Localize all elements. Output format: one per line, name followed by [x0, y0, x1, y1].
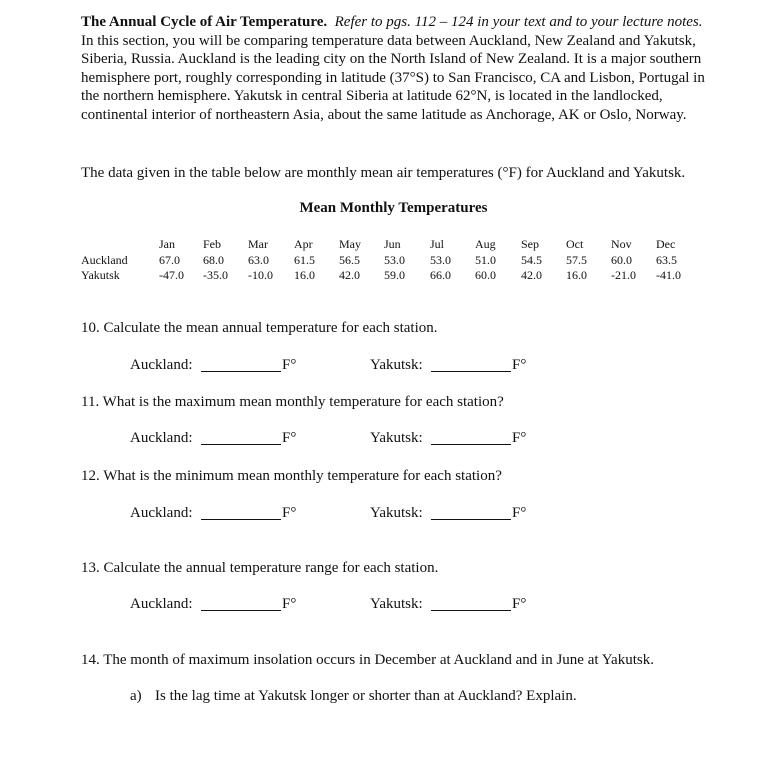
temperature-cell: -35.0: [203, 268, 228, 282]
auckland-label: Auckland:: [130, 505, 193, 521]
yakutsk-label: Yakutsk:: [370, 357, 423, 373]
yakutsk-answer-blank[interactable]: [431, 596, 511, 611]
unit-label: F°: [282, 596, 297, 612]
temperature-cell: 63.0: [248, 253, 269, 267]
month-header: Mar: [248, 237, 268, 251]
station-label: Auckland: [81, 253, 128, 267]
question-13: 13. Calculate the annual temperature range for each station.: [81, 560, 439, 576]
month-header: Feb: [203, 237, 221, 251]
month-header: Jul: [430, 237, 445, 251]
answer-row-12: [0, 505, 765, 525]
temperature-cell: 59.0: [384, 268, 405, 282]
question-11: 11. What is the maximum mean monthly temperature for each station?: [81, 394, 504, 410]
yakutsk-answer-blank[interactable]: [431, 505, 511, 520]
auckland-answer-blank[interactable]: [201, 357, 281, 372]
answer-row-10: [0, 357, 765, 377]
yakutsk-answer-blank[interactable]: [431, 357, 511, 372]
auckland-answer-blank[interactable]: [201, 596, 281, 611]
temperature-cell: 57.5: [566, 253, 587, 267]
temperature-cell: 68.0: [203, 253, 224, 267]
yakutsk-answer-blank[interactable]: [431, 430, 511, 445]
month-header: Aug: [475, 237, 496, 251]
temperature-cell: 16.0: [294, 268, 315, 282]
reference-note: Refer to pgs. 112 – 124 in your text and to your lecture notes.: [334, 14, 703, 30]
auckland-label: Auckland:: [130, 430, 193, 446]
section-title: The Annual Cycle of Air Temperature: [81, 14, 324, 30]
temperature-cell: 61.5: [294, 253, 315, 267]
answer-row-11: [0, 430, 765, 450]
month-header: Nov: [611, 237, 632, 251]
unit-label: F°: [512, 596, 527, 612]
question-14a: [130, 688, 577, 705]
auckland-label: Auckland:: [130, 596, 193, 612]
temperature-cell: -21.0: [611, 268, 636, 282]
question-14: 14. The month of maximum insolation occurs in December at Auckland and in June at Yakutsk.: [81, 652, 654, 668]
temperature-cell: 56.5: [339, 253, 360, 267]
auckland-answer-blank[interactable]: [201, 430, 281, 445]
auckland-label: Auckland:: [130, 357, 193, 373]
yakutsk-label: Yakutsk:: [370, 430, 423, 446]
auckland-answer-blank[interactable]: [201, 505, 281, 520]
month-header: Sep: [521, 237, 539, 251]
station-label: Yakutsk: [81, 268, 120, 282]
temperature-cell: 51.0: [475, 253, 496, 267]
temperature-cell: 53.0: [384, 253, 405, 267]
temperature-cell: 60.0: [475, 268, 496, 282]
temperature-cell: 67.0: [159, 253, 180, 267]
month-header: May: [339, 237, 361, 251]
month-header: Apr: [294, 237, 313, 251]
yakutsk-label: Yakutsk:: [370, 505, 423, 521]
temperature-cell: 53.0: [430, 253, 451, 267]
unit-label: F°: [512, 430, 527, 446]
intro-paragraph: The Annual Cycle of Air Temperature. Refer to pgs. 112 – 124 in your text and to your lecture notes. In this section, you will be comparing temperature data between Auckland, New Zealand and Yakutsk, Siberia, Russia. Auckland is the leading city on the North Island of New Zealand. It is a major southern hemisphere port, roughly corresponding in latitude (37°S) to San Francisco, CA and Lisbon, Portugal in the northern hemisphere. Yakutsk in central Siberia at latitude 62°N, is located in the landlocked, continental interior of northeastern Asia, about the same latitude as Anchorage, AK or Oslo, Norway.: [81, 14, 705, 123]
temperature-cell: 54.5: [521, 253, 542, 267]
temperature-cell: 63.5: [656, 253, 677, 267]
table-title: Mean Monthly Temperatures: [299, 200, 488, 216]
intro-body: In this section, you will be comparing temperature data between Auckland, New Zealand and Yakutsk, Siberia, Russia. Auckland is the leading city on the North Island of New Zealand. It is a major southern hemisphere port, roughly corresponding in latitude (37°S) to San Francisco, CA and Lisbon, Portugal in the northern hemisphere. Yakutsk in central Siberia at latitude 62°N, is located in the landlocked, continental interior of northeastern Asia, about the same latitude as Anchorage, AK or Oslo, Norway.: [81, 32, 705, 123]
temperature-cell: -47.0: [159, 268, 184, 282]
question-10: 10. Calculate the mean annual temperature for each station.: [81, 320, 438, 336]
question-12: 12. What is the minimum mean monthly temperature for each station?: [81, 468, 502, 484]
sub-question-text: Is the lag time at Yakutsk longer or shorter than at Auckland? Explain.: [155, 688, 577, 704]
temperature-cell: 66.0: [430, 268, 451, 282]
sub-question-letter: a): [130, 688, 142, 704]
month-header: Dec: [656, 237, 676, 251]
temperature-cell: 42.0: [339, 268, 360, 282]
temperature-cell: 60.0: [611, 253, 632, 267]
temperature-cell: -10.0: [248, 268, 273, 282]
yakutsk-label: Yakutsk:: [370, 596, 423, 612]
data-intro-paragraph: The data given in the table below are monthly mean air temperatures (°F) for Auckland and Yakutsk.: [81, 165, 686, 181]
unit-label: F°: [512, 505, 527, 521]
temperature-cell: 16.0: [566, 268, 587, 282]
month-header: Jan: [159, 237, 175, 251]
unit-label: F°: [282, 430, 297, 446]
answer-row-13: [0, 596, 765, 616]
temperature-cell: 42.0: [521, 268, 542, 282]
temperature-cell: -41.0: [656, 268, 681, 282]
unit-label: F°: [282, 357, 297, 373]
month-header: Oct: [566, 237, 584, 251]
unit-label: F°: [282, 505, 297, 521]
unit-label: F°: [512, 357, 527, 373]
month-header: Jun: [384, 237, 401, 251]
